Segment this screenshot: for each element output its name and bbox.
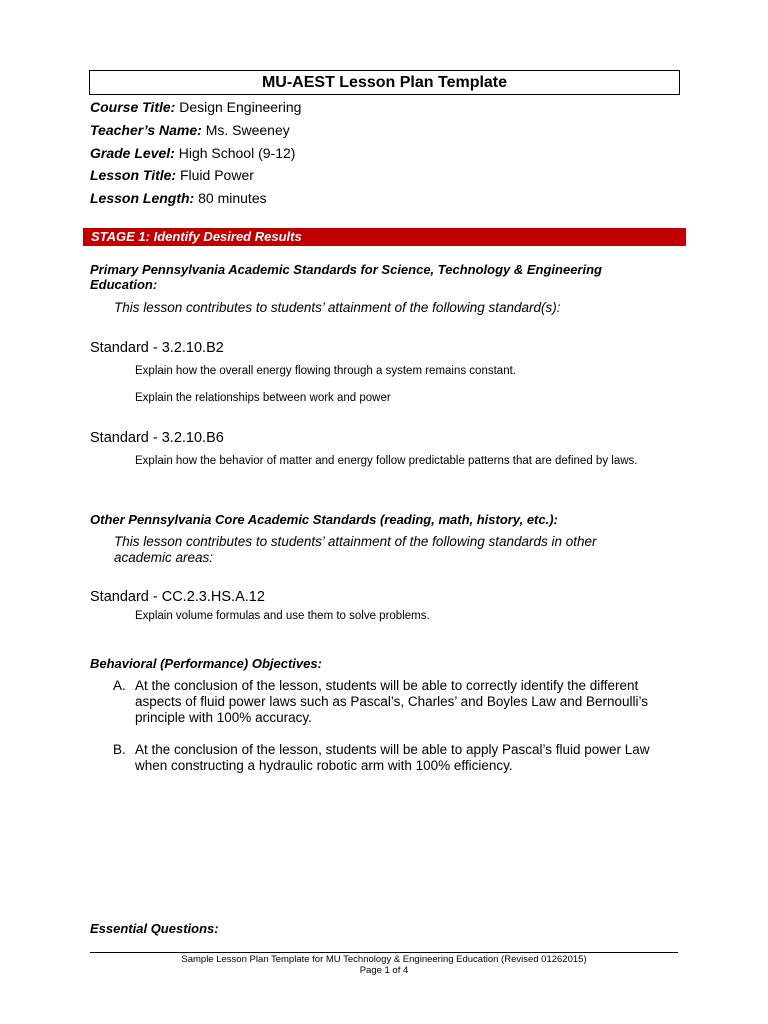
other-standards-intro: This lesson contributes to students’ attainment of the following standards in other academic areas: <box>114 534 597 565</box>
info-label: Teacher’s Name: <box>90 122 202 138</box>
primary-standards-intro: This lesson contributes to students’ attainment of the following standard(s): <box>114 300 561 315</box>
info-label: Course Title: <box>90 99 176 115</box>
info-value: Design Engineering <box>179 99 302 115</box>
info-value: 80 minutes <box>198 190 267 206</box>
essential-questions-heading: Essential Questions: <box>90 921 219 936</box>
standard-description: Explain volume formulas and use them to solve problems. <box>135 610 430 622</box>
objective-text: At the conclusion of the lesson, students will be able to apply Pascal’s fluid power Law when constructing a hydraulic robotic arm with 100% efficiency. <box>135 742 650 773</box>
document-title: MU-AEST Lesson Plan Template <box>89 70 680 95</box>
objective-item <box>113 742 673 774</box>
info-label: Grade Level: <box>90 145 175 161</box>
other-standards-heading: Other Pennsylvania Core Academic Standards (reading, math, history, etc.): <box>90 512 558 527</box>
objectives-heading: Behavioral (Performance) Objectives: <box>90 656 322 671</box>
standard-code: Standard - CC.2.3.HS.A.12 <box>90 589 265 605</box>
info-lesson-length <box>90 190 267 207</box>
objective-text: At the conclusion of the lesson, students will be able to correctly identify the different aspects of fluid power laws such as Pascal’s, Charles’ and Boyles Law and Bernoulli’s principle with 100% accuracy. <box>135 678 649 725</box>
standard-description: Explain how the overall energy flowing through a system remains constant. <box>135 365 516 377</box>
info-value: High School (9-12) <box>178 145 296 161</box>
info-grade-level <box>90 145 295 162</box>
page-number: Page 1 of 4 <box>359 965 409 976</box>
info-label: Lesson Length: <box>90 190 195 206</box>
info-course-title <box>90 99 301 116</box>
standard-description: Explain the relationships between work and power <box>135 392 391 404</box>
info-label: Lesson Title: <box>90 167 177 183</box>
footer-divider <box>90 952 678 953</box>
stage1-banner: STAGE 1: Identify Desired Results <box>83 228 686 246</box>
objective-letter: A. <box>113 678 126 693</box>
info-teacher-name <box>90 122 290 139</box>
primary-standards-heading: Primary Pennsylvania Academic Standards for Science, Technology & Engineering Education: <box>90 262 602 292</box>
info-lesson-title <box>90 167 254 184</box>
standard-code: Standard - 3.2.10.B6 <box>90 430 224 446</box>
footer-caption: Sample Lesson Plan Template for MU Technology & Engineering Education (Revised 01262015) <box>181 954 587 965</box>
standard-code: Standard - 3.2.10.B2 <box>90 340 224 356</box>
objective-item <box>113 678 673 726</box>
objective-letter: B. <box>113 742 126 757</box>
info-value: Ms. Sweeney <box>205 122 290 138</box>
info-value: Fluid Power <box>179 167 254 183</box>
standard-description: Explain how the behavior of matter and energy follow predictable patterns that are defined by laws. <box>135 455 638 467</box>
